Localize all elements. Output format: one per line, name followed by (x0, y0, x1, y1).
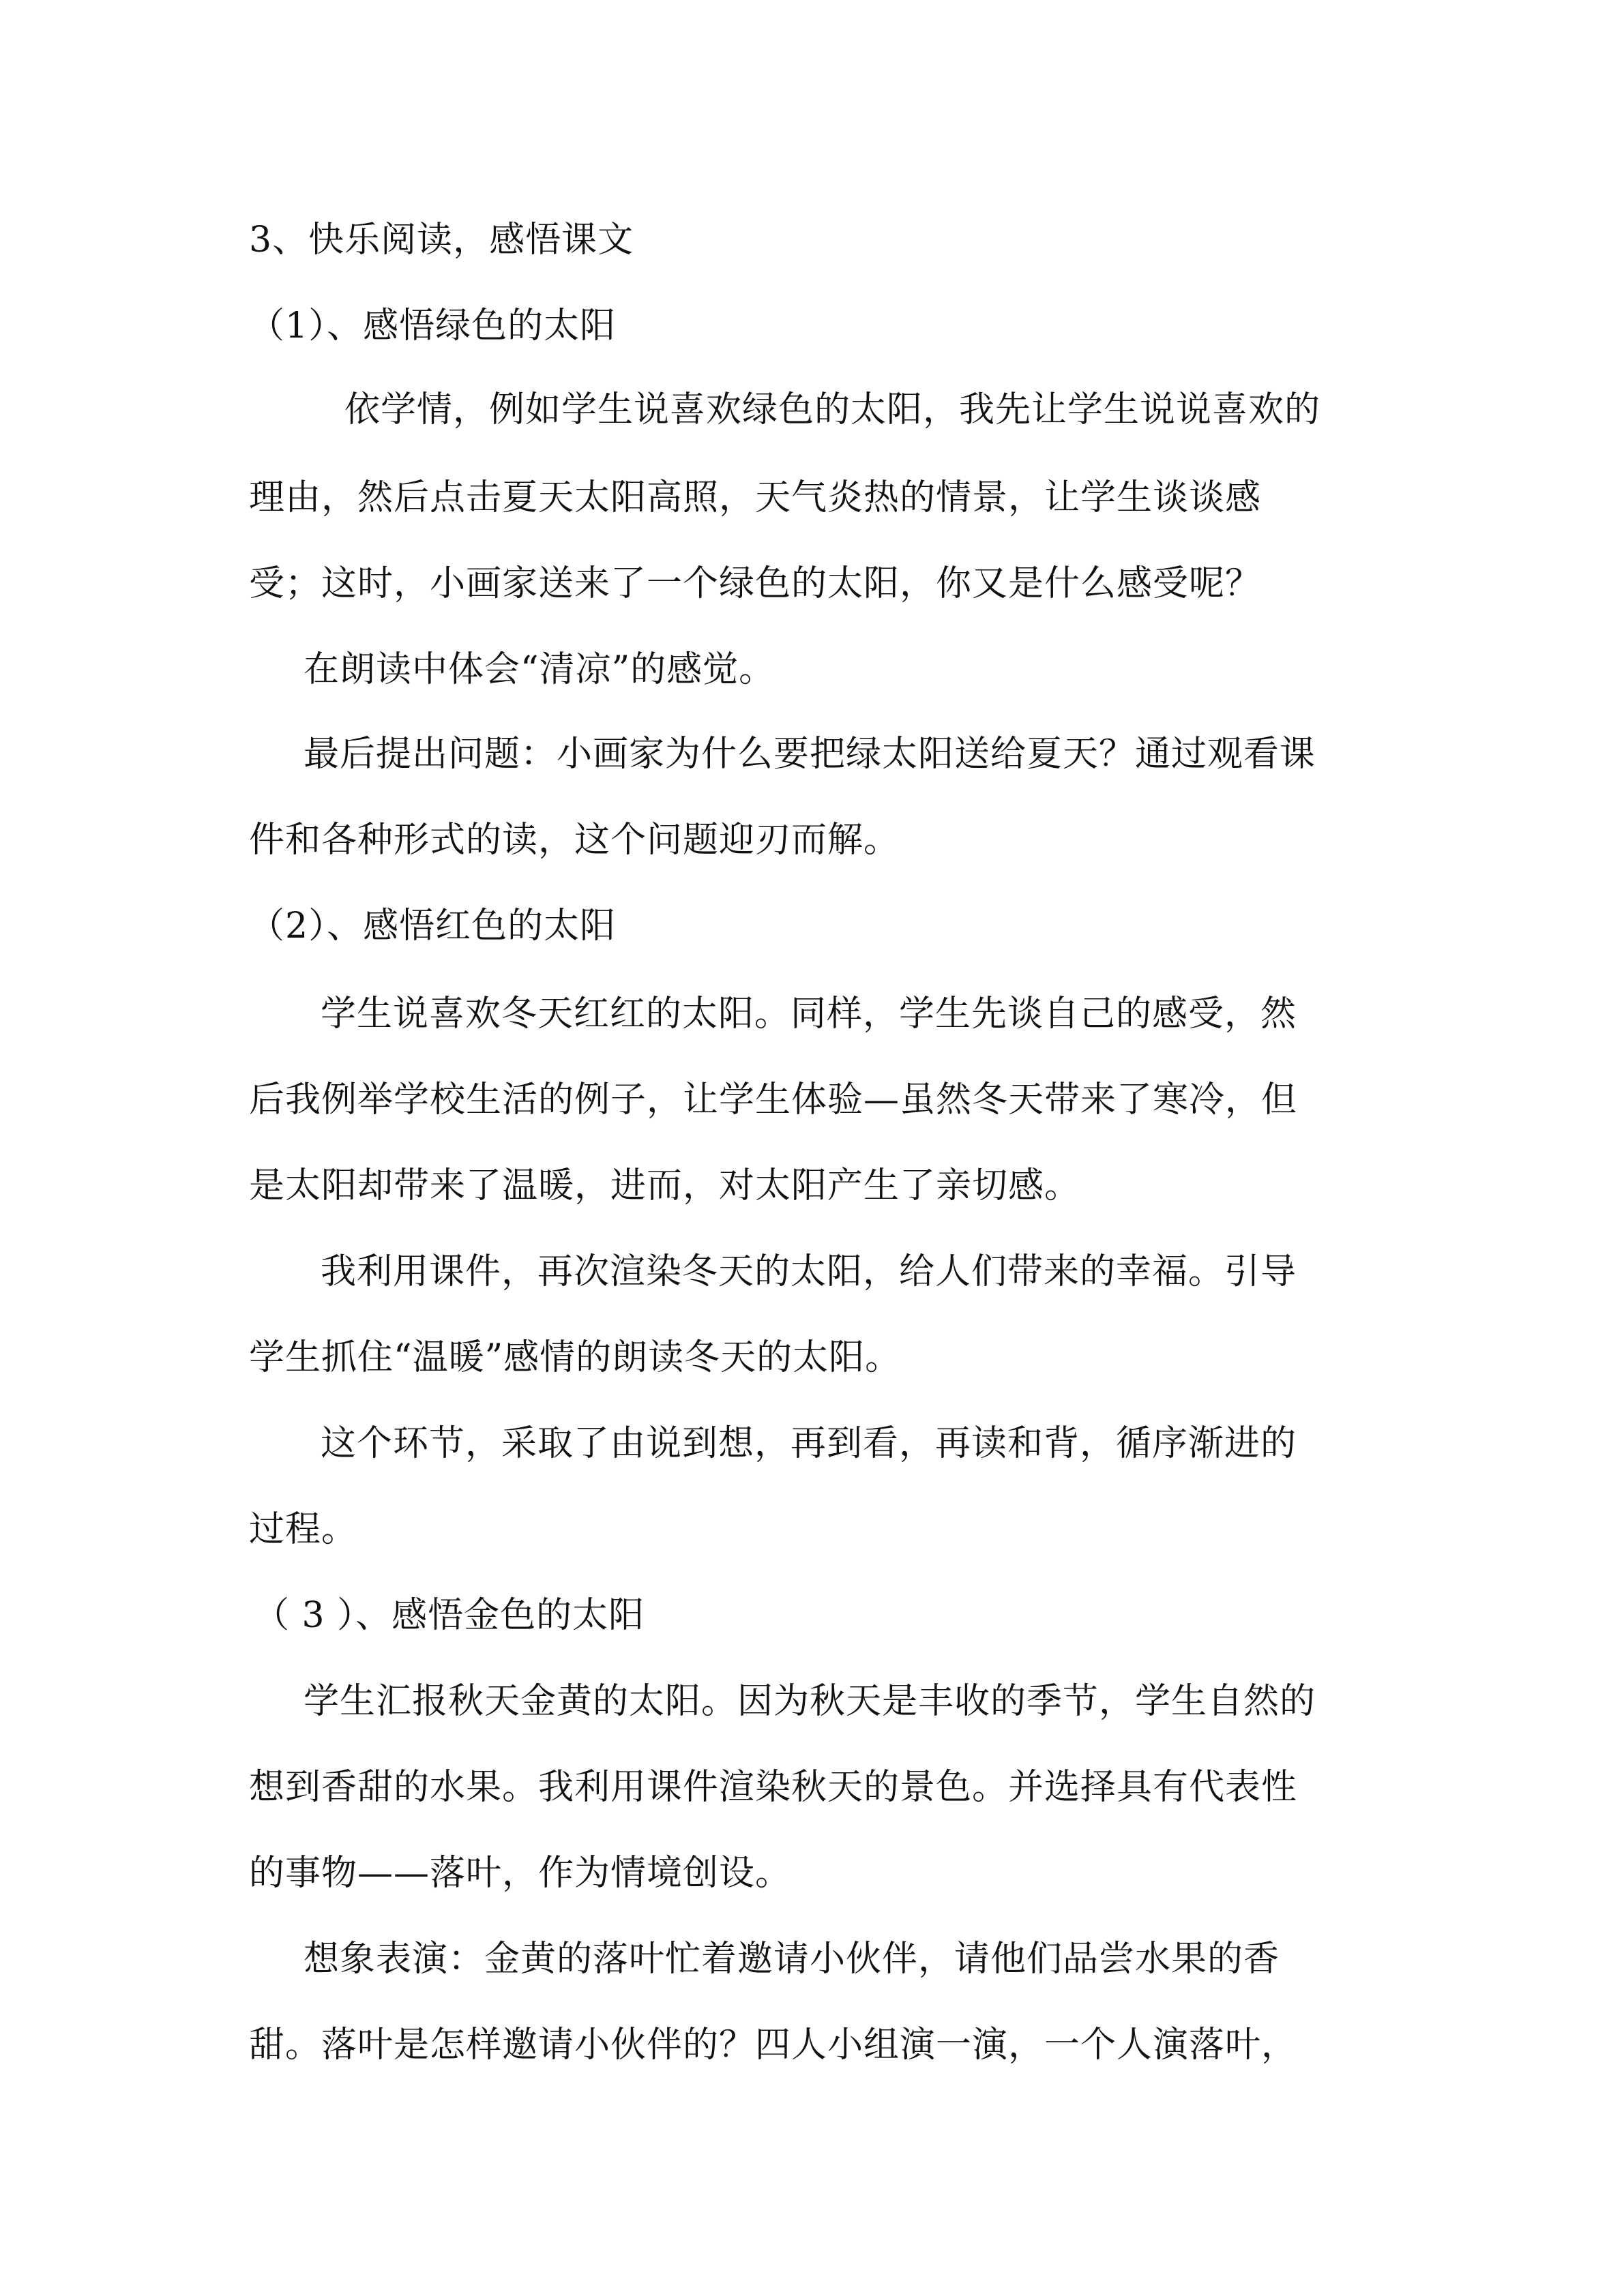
paragraph-line: 想到香甜的水果。我利用课件渲染秋天的景色。并选择具有代表性 (249, 1767, 1298, 1808)
paragraph-line: 学生汇报秋天金黄的太阳。因为秋天是丰收的季节，学生自然的 (304, 1681, 1316, 1722)
paragraph-line: 最后提出问题：小画家为什么要把绿太阳送给夏天？通过观看课 (304, 734, 1316, 775)
section-heading: 3、快乐阅读，感悟课文 (249, 220, 634, 260)
paragraph-line: 是太阳却带来了温暖，进而，对太阳产生了亲切感。 (249, 1165, 1081, 1206)
paragraph-line: 学生抓住“温暖”感情的朗读冬天的太阳。 (249, 1337, 902, 1378)
subsection-heading-red-sun: （2）、感悟红色的太阳 (249, 906, 617, 946)
paragraph-line: 过程。 (249, 1509, 358, 1550)
paragraph-line: 后我例举学校生活的例子，让学生体验—虽然冬天带来了寒冷，但 (249, 1079, 1298, 1120)
paragraph-line: 依学情，例如学生说喜欢绿色的太阳，我先让学生说说喜欢的 (344, 389, 1321, 430)
paragraph-line: 甜。落叶是怎样邀请小伙伴的？四人小组演一演，一个人演落叶， (249, 2025, 1298, 2066)
paragraph-line: 在朗读中体会“清凉”的感觉。 (304, 649, 776, 690)
subsection-heading-golden-sun: （ 3 ）、感悟金色的太阳 (254, 1595, 645, 1636)
paragraph-line: 件和各种形式的读，这个问题迎刃而解。 (249, 820, 900, 861)
paragraph-line: 的事物——落叶，作为情境创设。 (249, 1853, 792, 1894)
paragraph-line: 理由，然后点击夏天太阳高照，天气炎热的情景，让学生谈谈感 (249, 477, 1262, 518)
paragraph-line: 我利用课件，再次渲染冬天的太阳，给人们带来的幸福。引导 (321, 1251, 1297, 1292)
paragraph-line: 学生说喜欢冬天红红的太阳。同样，学生先谈自己的感受，然 (321, 994, 1297, 1034)
paragraph-line: 受；这时，小画家送来了一个绿色的太阳，你又是什么感受呢？ (249, 563, 1262, 604)
paragraph-line: 这个环节，采取了由说到想，再到看，再读和背，循序渐进的 (321, 1423, 1297, 1464)
subsection-heading-green-sun: （1）、感悟绿色的太阳 (249, 305, 617, 346)
paragraph-line: 想象表演：金黄的落叶忙着邀请小伙伴，请他们品尝水果的香 (304, 1939, 1280, 1980)
